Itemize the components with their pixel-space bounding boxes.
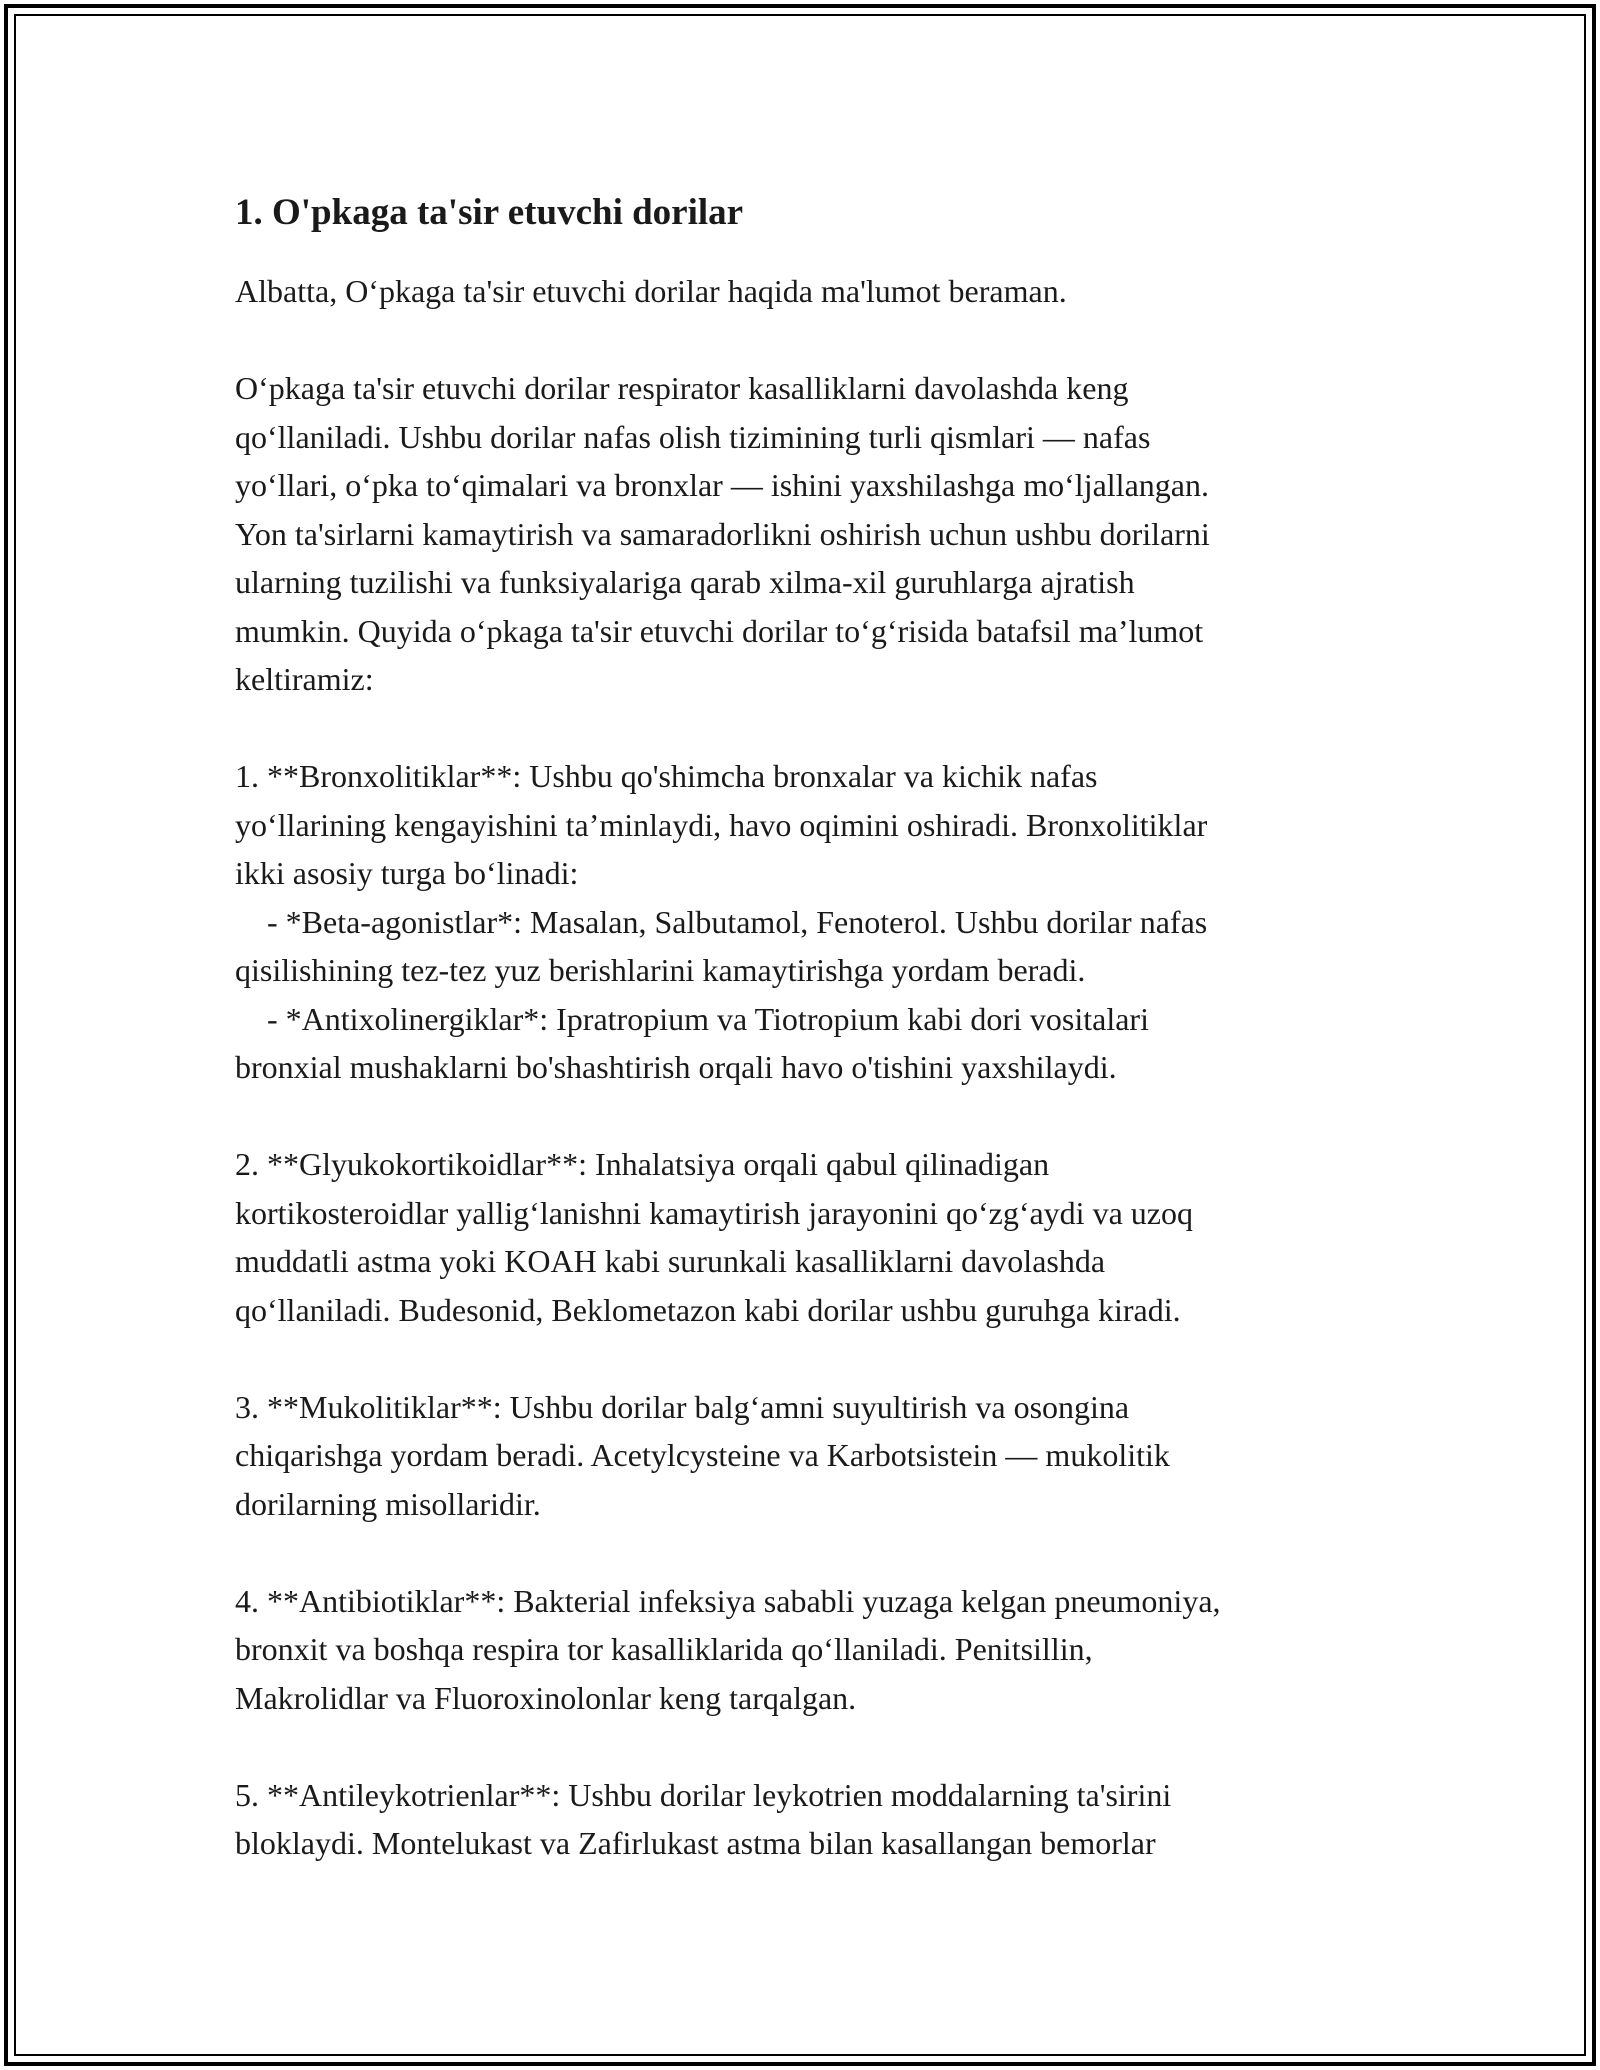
text-line: yo‘llari, o‘pka to‘qimalari va bronxlar — ishini yaxshilashga mo‘ljallangan. (235, 467, 1209, 503)
text-line: 5. **Antileykotrienlar**: Ushbu dorilar leykotrien moddalarning ta'sirini (235, 1776, 1172, 1813)
text-line: ularning tuzilishi va funksiyalariga qarab xilma-xil guruhlarga ajratish (235, 564, 1135, 600)
text-line: 3. **Mukolitiklar**: Ushbu dorilar balg‘amni suyultirish va osongina (235, 1388, 1130, 1425)
text-line: ikki asosiy turga bo‘linadi: (235, 855, 579, 891)
document-text (235, 267, 1385, 1868)
text-line: mumkin. Quyida o‘pkaga ta'sir etuvchi dorilar to‘g‘risida batafsil ma’lumot (235, 612, 1204, 649)
text-line: bronxit va boshqa respira tor kasalliklarida qo‘llaniladi. Penitsillin, (235, 1631, 1093, 1667)
text-line: 2. **Glyukokortikoidlar**: Inhalatsiya orqali qabul qilinadigan (235, 1146, 1050, 1182)
paragraph-gap (235, 1722, 1385, 1771)
text-line: Albatta, O‘pkaga ta'sir etuvchi dorilar haqida ma'lumot beraman. (235, 273, 1067, 309)
text-line: qo‘llaniladi. Ushbu dorilar nafas olish tizimining turli qismlari — nafas (235, 418, 1151, 455)
text-line: dorilarning misollaridir. (235, 1485, 541, 1522)
text-line: yo‘llarining kengayishini ta’minlaydi, havo oqimini oshiradi. Bronxolitiklar (235, 806, 1208, 843)
text-line: Yon ta'sirlarni kamaytirish va samaradorlikni oshirish uchun ushbu dorilarni (235, 515, 1210, 552)
text-line: 4. **Antibiotiklar**: Bakterial infeksiya sababli yuzaga kelgan pneumoniya, (235, 1582, 1221, 1619)
paragraph-gap (235, 1334, 1385, 1383)
text-line: kortikosteroidlar yallig‘lanishni kamaytirish jarayonini qo‘zg‘aydi va uzoq (235, 1194, 1193, 1231)
text-line: chiqarishga yordam beradi. Acetylcysteine va Karbotsistein — mukolitik (235, 1437, 1170, 1473)
paragraph-gap (235, 316, 1385, 365)
text-line: Makrolidlar va Fluoroxinolonlar keng tarqalgan. (235, 1679, 857, 1716)
paragraph-gap (235, 1092, 1385, 1141)
text-line: - *Beta-agonistlar*: Masalan, Salbutamol, Fenoterol. Ushbu dorilar nafas (235, 903, 1208, 940)
text-line: - *Antixolinergiklar*: Ipratropium va Tiotropium kabi dori vositalari (235, 1000, 1149, 1037)
text-line: keltiramiz: (235, 661, 374, 697)
text-line: qisilishining tez-tez yuz berishlarini kamaytirishga yordam beradi. (235, 952, 1086, 988)
document-body (235, 186, 1385, 1868)
document-title: 1. O'pkaga ta'sir etuvchi dorilar (235, 192, 744, 233)
paragraph-gap (235, 704, 1385, 753)
text-line: qo‘llaniladi. Budesonid, Beklometazon kabi dorilar ushbu guruhga kiradi. (235, 1291, 1181, 1328)
paragraph-gap (235, 1528, 1385, 1577)
text-line: bronxial mushaklarni bo'shashtirish orqali havo o'tishini yaxshilaydi. (235, 1049, 1117, 1085)
text-line: O‘pkaga ta'sir etuvchi dorilar respirator kasalliklarni davolashda keng (235, 370, 1129, 406)
text-line: bloklaydi. Montelukast va Zafirlukast astma bilan kasallangan bemorlar (235, 1825, 1156, 1861)
text-line: muddatli astma yoki KOAH kabi surunkali kasalliklarni davolashda (235, 1243, 1106, 1279)
text-line: 1. **Bronxolitiklar**: Ushbu qo'shimcha bronxalar va kichik nafas (235, 758, 1098, 794)
